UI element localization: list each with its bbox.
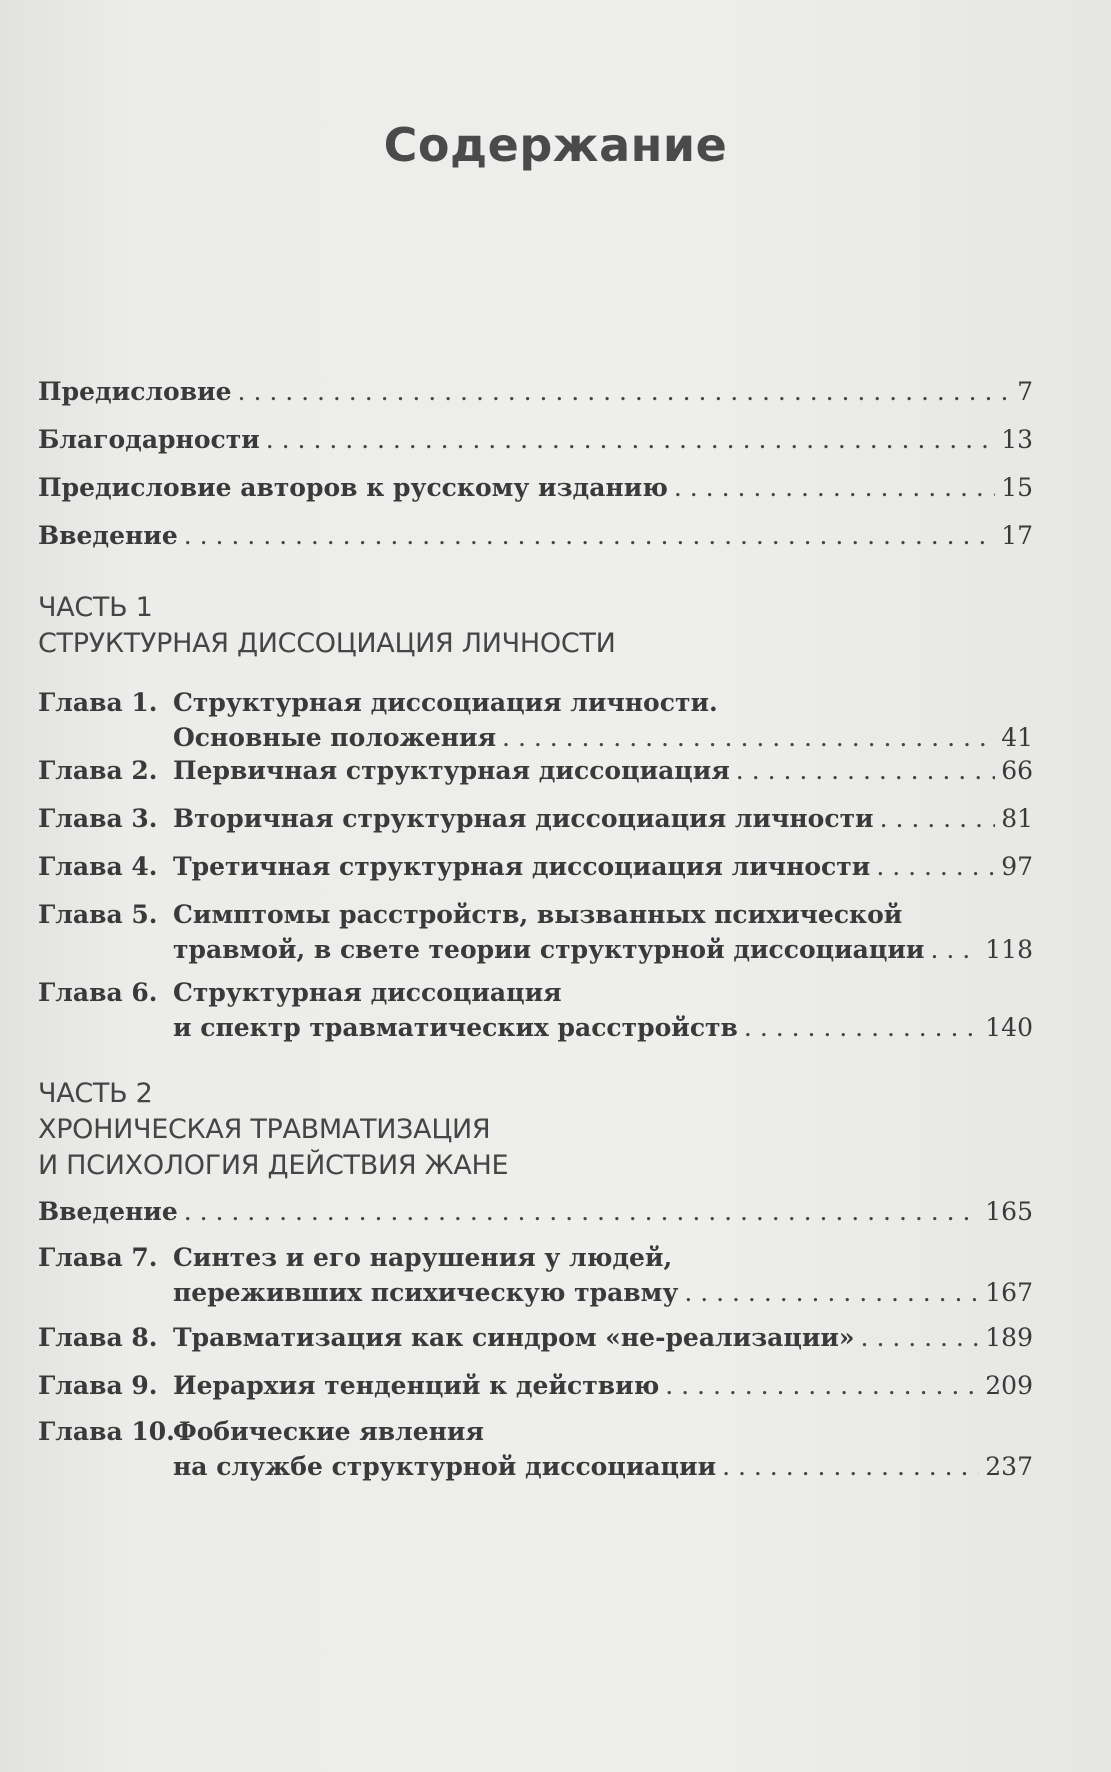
toc-entry-label: Введение <box>38 1197 178 1226</box>
toc-page-number: 118 <box>985 935 1033 964</box>
toc-entry-introduction[interactable] <box>38 518 1033 553</box>
leader-dots <box>665 1368 979 1403</box>
part-number: ЧАСТЬ 2 <box>38 1078 153 1109</box>
chapter-label: Глава 5. <box>38 900 158 929</box>
leader-dots <box>736 753 995 788</box>
leader-dots <box>880 801 996 836</box>
chapter-label: Глава 2. <box>38 756 158 785</box>
toc-page-number: 7 <box>1017 377 1033 406</box>
chapter-label: Глава 6. <box>38 978 158 1007</box>
toc-page-number: 237 <box>985 1452 1033 1481</box>
leader-dots <box>184 1194 980 1229</box>
toc-chapter-7[interactable] <box>38 1240 1033 1310</box>
chapter-title-line1: Структурная диссоциация <box>173 978 562 1007</box>
toc-page-number: 209 <box>985 1371 1033 1400</box>
leader-dots <box>184 518 995 553</box>
chapter-title: Вторичная структурная диссоциация личности <box>173 804 874 833</box>
leader-dots <box>674 470 995 505</box>
part-number: ЧАСТЬ 1 <box>38 592 153 623</box>
leader-dots <box>722 1449 979 1484</box>
chapter-title: Третичная структурная диссоциация личности <box>173 852 871 881</box>
leader-dots <box>238 374 1012 409</box>
toc-entry-acknowledgements[interactable] <box>38 422 1033 457</box>
toc-page-number: 189 <box>985 1323 1033 1352</box>
toc-page-number: 66 <box>1001 756 1033 785</box>
leader-dots <box>684 1275 979 1310</box>
chapter-title-line2: травмой, в свете теории структурной диссоциации <box>173 935 925 964</box>
chapter-title-line2: Основные положения <box>173 723 497 752</box>
part-title-line2: И ПСИХОЛОГИЯ ДЕЙСТВИЯ ЖАНЕ <box>38 1150 509 1181</box>
toc-entry-preface[interactable] <box>38 374 1033 409</box>
leader-dots <box>861 1320 980 1355</box>
chapter-label: Глава 10. <box>38 1417 175 1446</box>
toc-chapter-6[interactable] <box>38 975 1033 1045</box>
toc-entry-label: Благодарности <box>38 425 260 454</box>
toc-entry-part2-introduction[interactable] <box>38 1194 1033 1229</box>
toc-page-number: 13 <box>1001 425 1033 454</box>
leader-dots <box>930 932 979 967</box>
part-2-heading <box>38 1076 1038 1184</box>
chapter-label: Глава 1. <box>38 688 158 717</box>
chapter-title-line2: на службе структурной диссоциации <box>173 1452 717 1481</box>
page-title: Содержание <box>383 118 728 172</box>
toc-entry-label: Предисловие авторов к русскому изданию <box>38 473 668 502</box>
toc-chapter-10[interactable] <box>38 1414 1033 1484</box>
toc-entry-label: Предисловие <box>38 377 232 406</box>
leader-dots <box>876 849 995 884</box>
toc-page-number: 97 <box>1001 852 1033 881</box>
chapter-title-line1: Синтез и его нарушения у людей, <box>173 1243 673 1272</box>
toc-entry-label: Введение <box>38 521 178 550</box>
chapter-title-line2: переживших психическую травму <box>173 1278 679 1307</box>
chapter-title: Травматизация как синдром «не-реализации» <box>173 1323 855 1352</box>
toc-page-number: 167 <box>985 1278 1033 1307</box>
leader-dots <box>502 720 995 755</box>
chapter-label: Глава 8. <box>38 1323 158 1352</box>
chapter-title-line1: Структурная диссоциация личности. <box>173 688 718 717</box>
chapter-title-line1: Фобические явления <box>173 1417 484 1446</box>
chapter-label: Глава 7. <box>38 1243 158 1272</box>
toc-chapter-1[interactable] <box>38 685 1033 755</box>
chapter-label: Глава 9. <box>38 1371 158 1400</box>
part-title: СТРУКТУРНАЯ ДИССОЦИАЦИЯ ЛИЧНОСТИ <box>38 628 616 659</box>
chapter-label: Глава 4. <box>38 852 158 881</box>
toc-chapter-5[interactable] <box>38 897 1033 967</box>
chapter-title: Иерархия тенденций к действию <box>173 1371 660 1400</box>
chapter-title-line1: Симптомы расстройств, вызванных психической <box>173 900 903 929</box>
toc-entry-authors-preface[interactable] <box>38 470 1033 505</box>
toc-page-number: 140 <box>985 1013 1033 1042</box>
leader-dots <box>266 422 995 457</box>
part-title-line1: ХРОНИЧЕСКАЯ ТРАВМАТИЗАЦИЯ <box>38 1114 491 1145</box>
chapter-title: Первичная структурная диссоциация <box>173 756 730 785</box>
toc-page-number: 15 <box>1001 473 1033 502</box>
chapter-label: Глава 3. <box>38 804 158 833</box>
leader-dots <box>744 1010 979 1045</box>
toc-page-number: 81 <box>1001 804 1033 833</box>
toc-page-number: 17 <box>1001 521 1033 550</box>
chapter-title-line2: и спектр травматических расстройств <box>173 1013 738 1042</box>
toc-page-number: 41 <box>1001 723 1033 752</box>
part-1-heading <box>38 590 1038 662</box>
toc-page-number: 165 <box>985 1197 1033 1226</box>
